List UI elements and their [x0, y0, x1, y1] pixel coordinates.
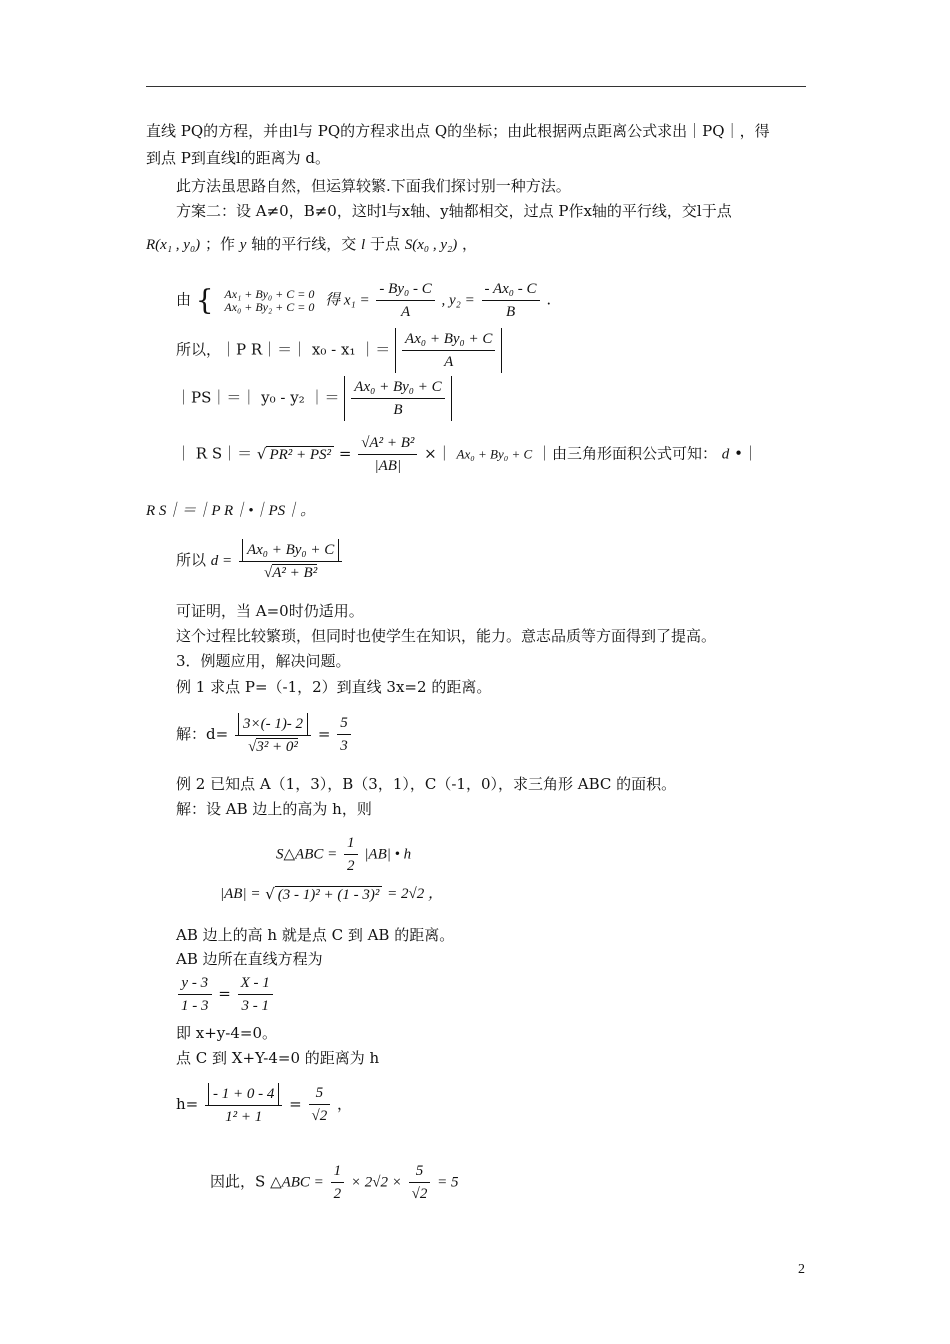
text: 因此，S [210, 1172, 266, 1191]
paragraph-line: AB 边所在直线方程为 [176, 950, 323, 968]
formula-line [176, 538, 344, 584]
paragraph-line: AB 边上的高 h 就是点 C 到 AB 的距离。 [176, 926, 455, 944]
denominator: B [393, 402, 403, 418]
paragraph-line: 此方法虽思路自然，但运算较繁.下面我们探讨别一种方法。 [176, 177, 571, 195]
radicand: A² + B² [272, 564, 318, 581]
fraction [239, 538, 342, 584]
denominator: A [444, 354, 454, 370]
example-title: 例 2 已知点 A（1，3），B（3，1），C（-1，0），求三角形 ABC 的面积。 [176, 775, 677, 793]
numerator: 5 [309, 1082, 331, 1105]
absolute-value [344, 376, 451, 421]
equation: Ax₀ + By₂ + C = 0 [224, 299, 315, 314]
text: = [218, 984, 231, 1003]
denominator: √2 [311, 1108, 328, 1125]
absolute-value [395, 328, 502, 373]
paragraph-line: R S｜＝｜P R｜•｜PS｜。 [146, 503, 316, 519]
text: ×｜ [424, 444, 452, 463]
equation-system [224, 288, 314, 314]
text: ｜由三角形面积公式可知： [537, 444, 718, 463]
numerator: 1 [344, 832, 358, 855]
square-root: √ PR² + PS² [257, 443, 334, 466]
fraction [344, 832, 358, 877]
text: = [289, 1094, 302, 1113]
denominator: 2 [347, 858, 355, 874]
absolute-value: 3×(- 1)- 2 [238, 713, 308, 735]
text: 于点 [369, 235, 400, 253]
absolute-value: Ax₀ + By₀ + C [242, 539, 339, 561]
numerator: y - 3 [178, 972, 212, 995]
text: |AB| • h [364, 846, 412, 863]
numerator: √A² + B² [358, 432, 417, 455]
text: △ABC = [270, 1174, 324, 1191]
square-root: √ (3 - 1)² + (1 - 3)² [265, 883, 382, 906]
text: ｜PS｜＝｜ y₀ - y₂ ｜＝ [176, 388, 340, 407]
denominator: 1² + 1 [225, 1108, 263, 1125]
denominator: √3² + 0² [248, 738, 298, 755]
text: 所以，｜P R｜＝｜ x₀ - x₁ ｜＝ [176, 340, 391, 359]
denominator: 3 [340, 738, 348, 755]
fraction [409, 1160, 431, 1205]
fraction [235, 712, 311, 758]
text: •｜ [734, 444, 758, 463]
paragraph-line: 点 C 到 X+Y-4=0 的距离为 h [176, 1049, 380, 1067]
absolute-value: - 1 + 0 - 4 [208, 1083, 279, 1105]
formula-line [176, 432, 758, 477]
paragraph-line: 到点 P到直线l的距离为 d。 [146, 149, 331, 167]
fraction [376, 278, 434, 323]
var-d: d [721, 446, 730, 463]
numerator: Ax₀ + By₀ + C [402, 328, 495, 351]
paragraph-line: 即 x+y-4=0。 [176, 1024, 277, 1042]
point-s: S(x₀ , y₂) [404, 237, 458, 253]
formula-line [220, 882, 443, 906]
fraction [205, 1082, 282, 1128]
text: 解：d= [176, 724, 229, 743]
text: 所以 [176, 550, 207, 569]
denominator: 1 - 3 [181, 998, 209, 1014]
var-y: y [239, 237, 247, 253]
denominator: B [505, 304, 516, 320]
formula-line [210, 1160, 459, 1205]
paragraph-line: 可证明，当 A=0时仍适用。 [176, 602, 364, 620]
text: ， [337, 1094, 353, 1113]
text: = 2√2 ， [387, 886, 444, 902]
denominator: √A² + B² [264, 564, 318, 581]
section-heading: 3．例题应用，解决问题。 [176, 652, 351, 670]
numerator: 5 [337, 712, 351, 735]
text: , y₂ = [441, 292, 475, 309]
numerator [235, 712, 311, 736]
numerator [239, 538, 342, 562]
formula-line [176, 328, 502, 373]
numerator: Ax₀ + By₀ + C [351, 376, 444, 399]
formula-line [176, 712, 353, 758]
formula-line [176, 1082, 352, 1128]
denominator: A [400, 304, 411, 320]
text: d = [210, 552, 233, 569]
equation: Ax₁ + By₀ + C = 0 [224, 286, 315, 301]
text: ；作 [204, 235, 235, 253]
formula-line [276, 832, 411, 877]
fraction [351, 376, 444, 421]
numerator: 5 [409, 1160, 431, 1183]
formula-line [176, 972, 275, 1017]
text: h= [176, 1094, 199, 1113]
denominator: √2 [411, 1186, 428, 1202]
brace: { [195, 283, 214, 317]
example-title: 例 1 求点 P=（-1，2）到直线 3x=2 的距离。 [176, 678, 492, 696]
text: 由 [176, 290, 192, 309]
numerator: 1 [331, 1160, 345, 1183]
paragraph-line: 这个过程比较繁琐，但同时也使学生在知识，能力。意志品质等方面得到了提高。 [176, 627, 717, 645]
page-number: 2 [798, 1262, 805, 1277]
numerator [205, 1082, 282, 1106]
header-rule [146, 86, 806, 87]
denominator: |AB| [374, 458, 402, 474]
formula-line [176, 278, 551, 323]
text: ， [462, 235, 478, 253]
fraction [238, 972, 273, 1017]
fraction [309, 1082, 331, 1127]
point-r: R(x₁ , y₀) [146, 237, 201, 253]
var-l: l [360, 237, 366, 253]
radicand: PR² + PS² [266, 446, 334, 463]
numerator: X - 1 [238, 972, 273, 995]
text: = [317, 724, 331, 743]
text: S△ABC = [276, 846, 338, 863]
expression: Ax₀ + By₀ + C [456, 446, 533, 462]
radicand: 3² + 0² [256, 738, 298, 755]
numerator: - By₀ - C [376, 278, 434, 301]
fraction [337, 712, 351, 757]
text: 轴的平行线，交 [251, 235, 357, 253]
fraction [358, 432, 417, 477]
radicand: (3 - 1)² + (1 - 3)² [275, 886, 383, 903]
denominator: 2 [333, 1186, 342, 1202]
denominator: 3 - 1 [241, 998, 269, 1014]
fraction [482, 278, 540, 323]
formula-line [176, 376, 452, 421]
paragraph-line: 方案二：设 A≠0，B≠0，这时l与x轴、y轴都相交，过点 P作x轴的平行线，交l于点 [176, 202, 732, 220]
text: = [338, 444, 352, 463]
text: = 5 [437, 1174, 459, 1191]
text: . [546, 290, 552, 309]
text: |AB| = [220, 886, 261, 902]
paragraph-line: 直线 PQ的方程，并由l与 PQ的方程求出点 Q的坐标；由此根据两点距离公式求出｜PQ｜，得 [146, 122, 770, 140]
fraction [178, 972, 212, 1017]
fraction [402, 328, 495, 373]
text: 得 x₁ = [325, 292, 370, 309]
paragraph-line: 解：设 AB 边上的高为 h，则 [176, 800, 372, 818]
text: × 2√2 × [350, 1174, 402, 1191]
text: ｜ R S｜＝ [176, 444, 253, 463]
formula-line [146, 233, 477, 256]
fraction [331, 1160, 345, 1205]
numerator: - Ax₀ - C [482, 278, 540, 301]
